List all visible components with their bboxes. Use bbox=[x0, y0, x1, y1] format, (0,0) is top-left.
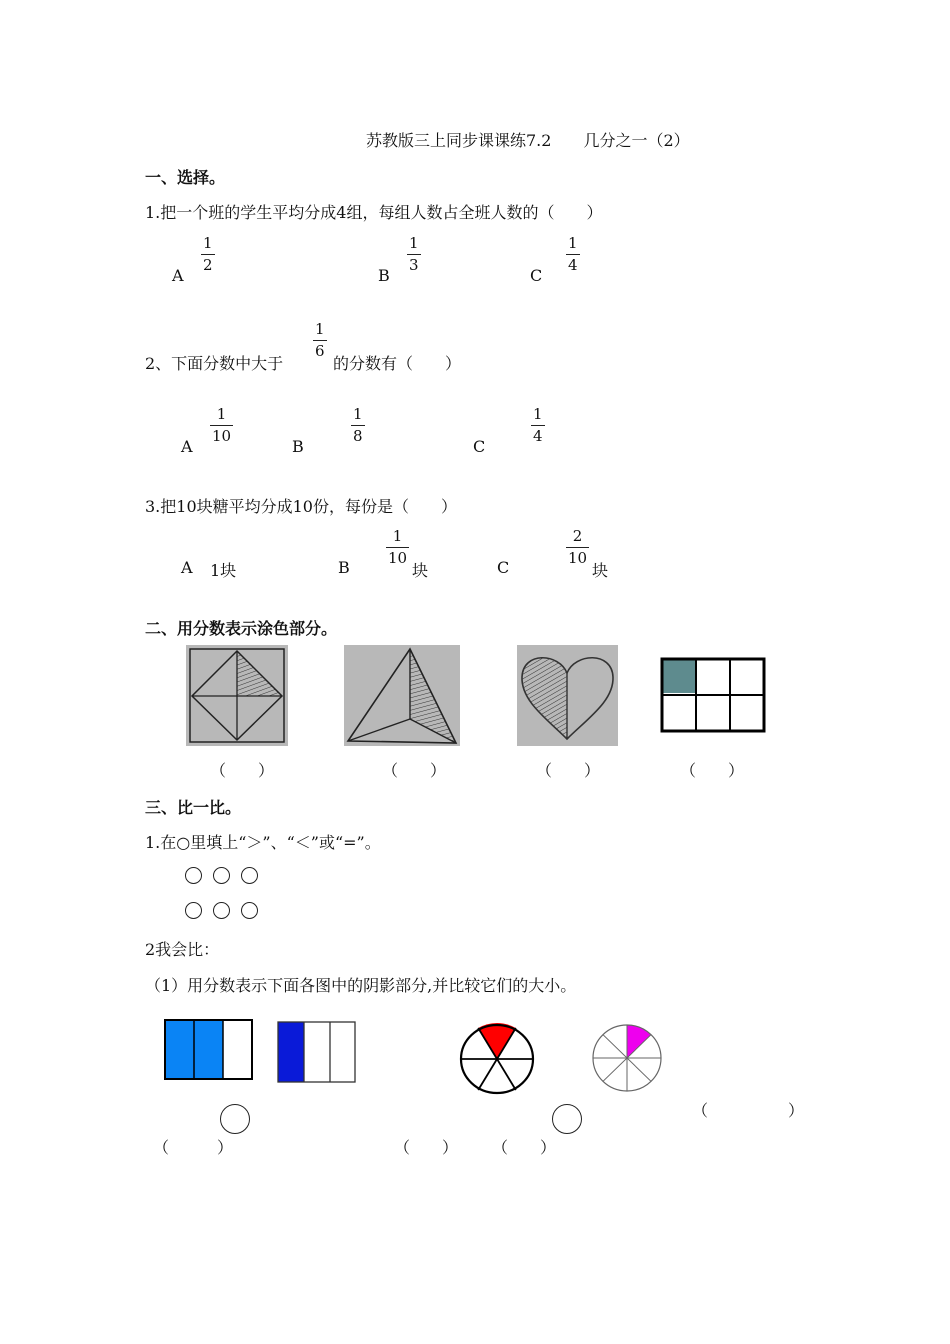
bar-figure-two-thirds bbox=[164, 1019, 254, 1081]
q1-option-b-fraction: $\frac{1}{3}$ bbox=[409, 234, 419, 274]
answer-blank-bar-2[interactable]: （ ） bbox=[394, 1138, 459, 1157]
q1-option-a-fraction: $\frac{1}{2}$ bbox=[203, 234, 213, 274]
compare-circle-5[interactable] bbox=[213, 902, 230, 919]
compare-circle-pies[interactable] bbox=[552, 1104, 582, 1134]
q2-option-a-letter: A bbox=[181, 437, 193, 456]
compare-circle-3[interactable] bbox=[241, 867, 258, 884]
figure-grid bbox=[660, 657, 766, 733]
q1-option-a-letter: A bbox=[172, 266, 184, 285]
compare-instruction: 1.在○里填上“＞”、“＜”或“=”。 bbox=[145, 833, 381, 852]
q3-option-c-unit: 块 bbox=[592, 561, 609, 580]
bar-figure-one-third bbox=[277, 1021, 357, 1083]
answer-blank-bar-1[interactable]: （ ） bbox=[153, 1138, 234, 1157]
pie-figure-eighths bbox=[591, 1023, 663, 1093]
q2-option-c-fraction: $\frac{1}{4}$ bbox=[533, 405, 543, 445]
q1-option-c-fraction: $\frac{1}{4}$ bbox=[568, 234, 578, 274]
question-1-text: 1.把一个班的学生平均分成4组，每组人数占全班人数的（ ） bbox=[145, 203, 603, 222]
compare-circle-bars[interactable] bbox=[220, 1104, 250, 1134]
q2-option-b-fraction: $\frac{1}{8}$ bbox=[353, 405, 363, 445]
q2-option-a-fraction: $\frac{1}{10}$ bbox=[212, 405, 232, 445]
figure-diamond bbox=[186, 645, 288, 746]
section-2-heading: 二、用分数表示涂色部分。 bbox=[145, 619, 338, 638]
pie-figure-sixths bbox=[458, 1023, 536, 1095]
question-3-text: 3.把10块糖平均分成10份，每份是（ ） bbox=[145, 497, 457, 516]
question-2-text-before: 2、下面分数中大于 bbox=[145, 354, 284, 373]
compare-circle-1[interactable] bbox=[185, 867, 202, 884]
compare-circle-2[interactable] bbox=[213, 867, 230, 884]
answer-blank-1[interactable]: （ ） bbox=[210, 761, 275, 780]
answer-blank-pie-1[interactable]: （ ） bbox=[492, 1138, 557, 1157]
q2-option-b-letter: B bbox=[292, 437, 304, 456]
compare-circle-6[interactable] bbox=[241, 902, 258, 919]
figure-heart bbox=[517, 645, 618, 746]
question-2-subtext: （1）用分数表示下面各图中的阴影部分,并比较它们的大小。 bbox=[145, 976, 577, 995]
figure-triangle bbox=[344, 645, 460, 746]
answer-blank-2[interactable]: （ ） bbox=[382, 761, 447, 780]
q3-option-a-value: 1块 bbox=[210, 561, 237, 580]
q3-option-c-fraction: $\frac{2}{10}$ bbox=[568, 527, 588, 567]
q2-option-c-letter: C bbox=[473, 437, 486, 456]
answer-blank-3[interactable]: （ ） bbox=[536, 761, 601, 780]
section-1-heading: 一、选择。 bbox=[145, 168, 226, 187]
compare-circle-4[interactable] bbox=[185, 902, 202, 919]
answer-blank-pie-2[interactable]: （ ） bbox=[692, 1101, 805, 1120]
q3-option-b-fraction: $\frac{1}{10}$ bbox=[388, 527, 408, 567]
q3-option-c-letter: C bbox=[497, 558, 510, 577]
q3-option-b-letter: B bbox=[338, 558, 350, 577]
q3-option-a-letter: A bbox=[181, 558, 193, 577]
q1-option-b-letter: B bbox=[378, 266, 390, 285]
page-title: 苏教版三上同步课课练7.2 几分之一（2） bbox=[366, 131, 690, 150]
answer-blank-4[interactable]: （ ） bbox=[680, 761, 745, 780]
q2-reference-fraction: $\frac{1}{6}$ bbox=[315, 320, 325, 360]
q3-option-b-unit: 块 bbox=[412, 561, 429, 580]
q1-option-c-letter: C bbox=[530, 266, 543, 285]
question-2-heading: 2我会比： bbox=[145, 940, 220, 959]
section-3-heading: 三、比一比。 bbox=[145, 798, 242, 817]
question-2-text-after: 的分数有（ ） bbox=[333, 354, 462, 373]
